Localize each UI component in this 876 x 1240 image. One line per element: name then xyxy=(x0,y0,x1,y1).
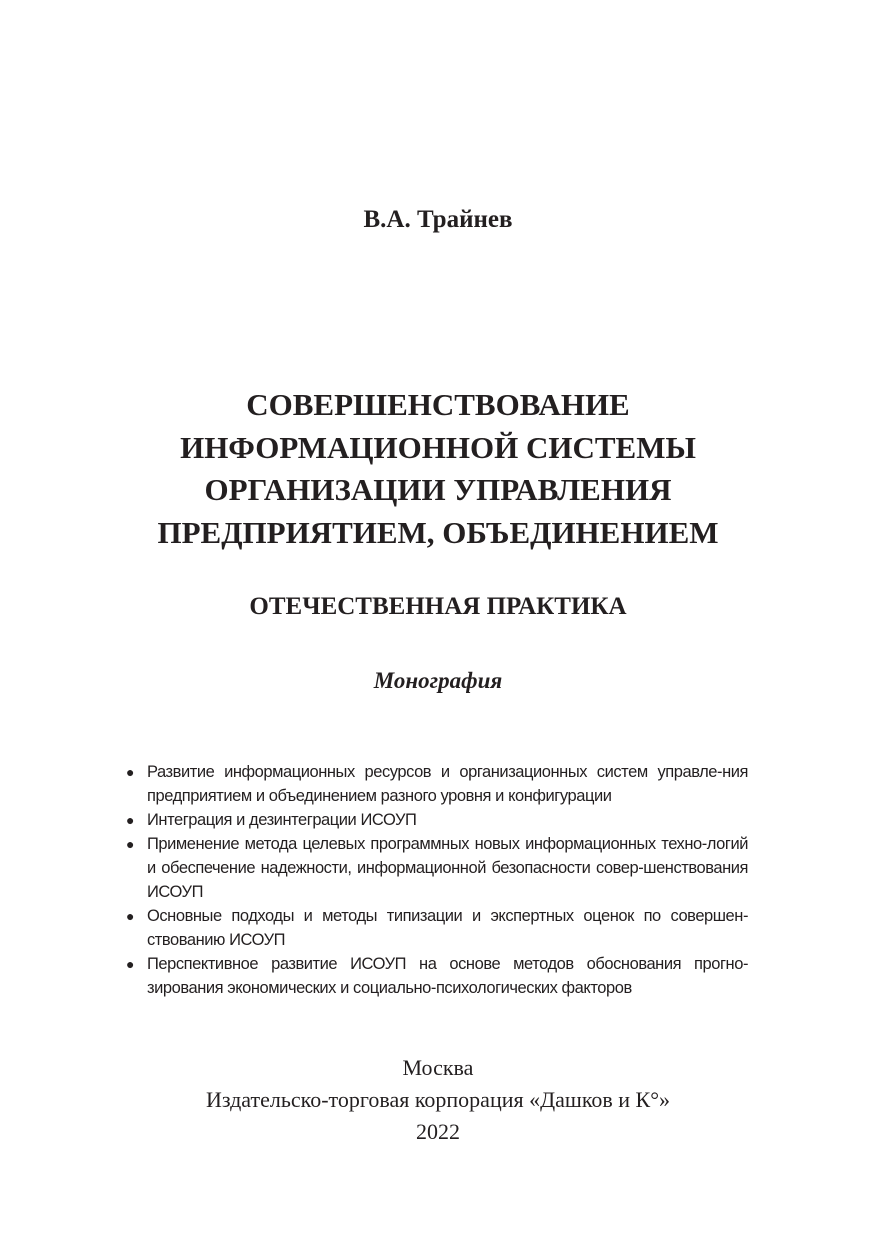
feature-text: Перспективное развитие ИСОУП на основе методов обоснования прогно-зирования экономических и социально-психологических факторов xyxy=(147,955,748,997)
imprint xyxy=(0,1052,876,1148)
feature-text: Основные подходы и методы типизации и экспертных оценок по совершен-ствованию ИСОУП xyxy=(147,907,748,949)
imprint-publisher: Издательско-торговая корпорация «Дашков и К°» xyxy=(205,1087,671,1112)
feature-text: Применение метода целевых программных новых информационных техно-логий и обеспечение надежности, информационной безопасности совер-шенствования ИСОУП xyxy=(147,835,748,901)
book-title-line: ИНФОРМАЦИОННОЙ СИСТЕМЫ xyxy=(180,429,696,465)
book-title-line: СОВЕРШЕНСТВОВАНИЕ xyxy=(246,387,630,422)
bullet-icon: ● xyxy=(126,836,135,852)
bullet-icon: ● xyxy=(126,956,135,972)
book-title-line: ПРЕДПРИЯТИЕМ, ОБЪЕДИНЕНИЕМ xyxy=(157,514,719,550)
feature-item xyxy=(126,808,748,832)
book-subtitle: ОТЕЧЕСТВЕННАЯ ПРАКТИКА xyxy=(249,593,627,620)
feature-text: Развитие информационных ресурсов и организационных систем управле-ния предприятием и объединением разного уровня и конфигурации xyxy=(147,763,748,805)
bullet-icon: ● xyxy=(126,764,135,780)
feature-item xyxy=(126,832,748,904)
feature-item xyxy=(126,904,748,952)
book-genre: Монография xyxy=(373,668,503,693)
book-title xyxy=(0,384,876,554)
imprint-year: 2022 xyxy=(416,1119,460,1144)
book-title-line: ОРГАНИЗАЦИИ УПРАВЛЕНИЯ xyxy=(204,472,672,507)
bullet-icon: ● xyxy=(126,908,135,924)
feature-item xyxy=(126,952,748,1000)
bullet-icon: ● xyxy=(126,812,135,828)
features-list xyxy=(126,760,748,1000)
imprint-city: Москва xyxy=(402,1055,474,1080)
author-name: В.А. Трайнев xyxy=(363,206,513,233)
feature-text: Интеграция и дезинтеграции ИСОУП xyxy=(147,811,417,829)
feature-item xyxy=(126,760,748,808)
